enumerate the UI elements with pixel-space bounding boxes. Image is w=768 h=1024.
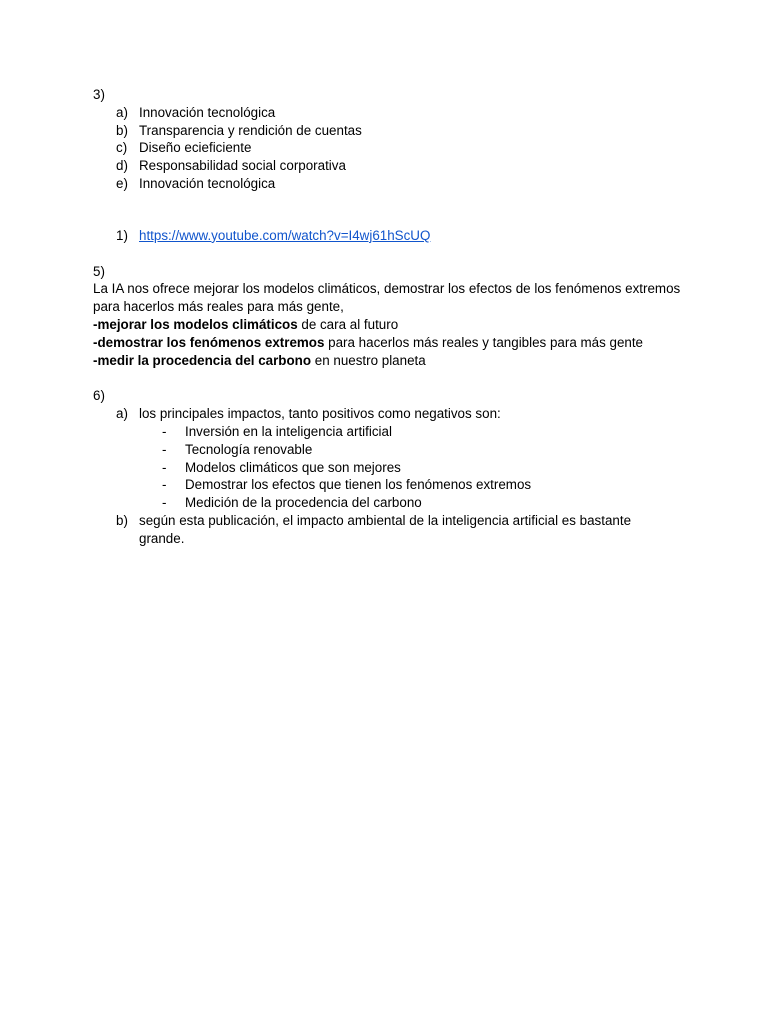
list-item-text: los principales impactos, tanto positivos como negativos son: [139, 406, 501, 422]
list-marker: e) [116, 175, 128, 191]
list-item [93, 175, 693, 193]
spacer [93, 369, 693, 387]
list-marker: 1) [116, 227, 128, 243]
bullet-text: Medición de la procedencia del carbono [185, 495, 422, 511]
list-item [93, 139, 693, 157]
list-item [93, 512, 693, 548]
bullet-text: Tecnología renovable [185, 441, 313, 457]
list-item-text: Innovación tecnológica [139, 104, 276, 120]
point-rest: de cara al futuro [297, 316, 399, 332]
section-5-point [93, 316, 693, 334]
point-bold: -demostrar los fenómenos extremos [93, 334, 325, 350]
section-6-heading: 6) [93, 388, 105, 404]
section-3-heading: 3) [93, 87, 105, 102]
document-page [93, 86, 693, 548]
spacer [93, 193, 693, 227]
point-bold: -mejorar los modelos climáticos [93, 316, 298, 332]
list-item-text: Responsabilidad social corporativa [139, 158, 346, 174]
bullet-item [93, 441, 693, 459]
list-item [93, 122, 693, 140]
bullet-item [93, 459, 693, 477]
bullet-text: Modelos climáticos que son mejores [185, 459, 401, 475]
section-5-point [93, 334, 693, 352]
list-marker: d) [116, 158, 128, 174]
section-5-heading: 5) [93, 263, 105, 279]
link-list-item [93, 227, 693, 245]
bullet-text: Inversión en la inteligencia artificial [185, 423, 392, 439]
dash-marker: - [162, 459, 167, 475]
section-3-list [93, 104, 693, 193]
dash-marker: - [162, 477, 167, 493]
dash-marker: - [162, 423, 167, 439]
point-rest: en nuestro planeta [311, 352, 426, 368]
bullet-item [93, 476, 693, 494]
dash-marker: - [162, 495, 167, 511]
list-item [93, 157, 693, 175]
list-item-text: Transparencia y rendición de cuentas [139, 122, 362, 138]
list-item-text: según esta publicación, el impacto ambiental de la inteligencia artificial es bastante grande. [139, 512, 632, 546]
youtube-link[interactable]: https://www.youtube.com/watch?v=I4wj61hScUQ [139, 227, 431, 243]
bullet-item [93, 423, 693, 441]
list-marker: b) [116, 512, 128, 528]
point-bold: -medir la procedencia del carbono [93, 352, 312, 368]
section-5-point [93, 352, 693, 370]
list-item [93, 405, 693, 423]
section-5-intro: La IA nos ofrece mejorar los modelos climáticos, demostrar los efectos de los fenómenos extremos para hacerlos más reales para más gente, [93, 281, 681, 315]
list-marker: a) [116, 406, 128, 422]
list-marker: b) [116, 122, 128, 138]
bullet-text: Demostrar los efectos que tienen los fenómenos extremos [185, 477, 532, 493]
list-item-text: Diseño ecieficiente [139, 140, 252, 156]
bullet-item [93, 494, 693, 512]
dash-marker: - [162, 441, 167, 457]
list-item [93, 104, 693, 122]
spacer [93, 245, 693, 263]
list-marker: c) [116, 140, 128, 156]
point-rest: para hacerlos más reales y tangibles para más gente [324, 334, 644, 350]
list-marker: a) [116, 104, 128, 120]
list-item-text: Innovación tecnológica [139, 175, 276, 191]
